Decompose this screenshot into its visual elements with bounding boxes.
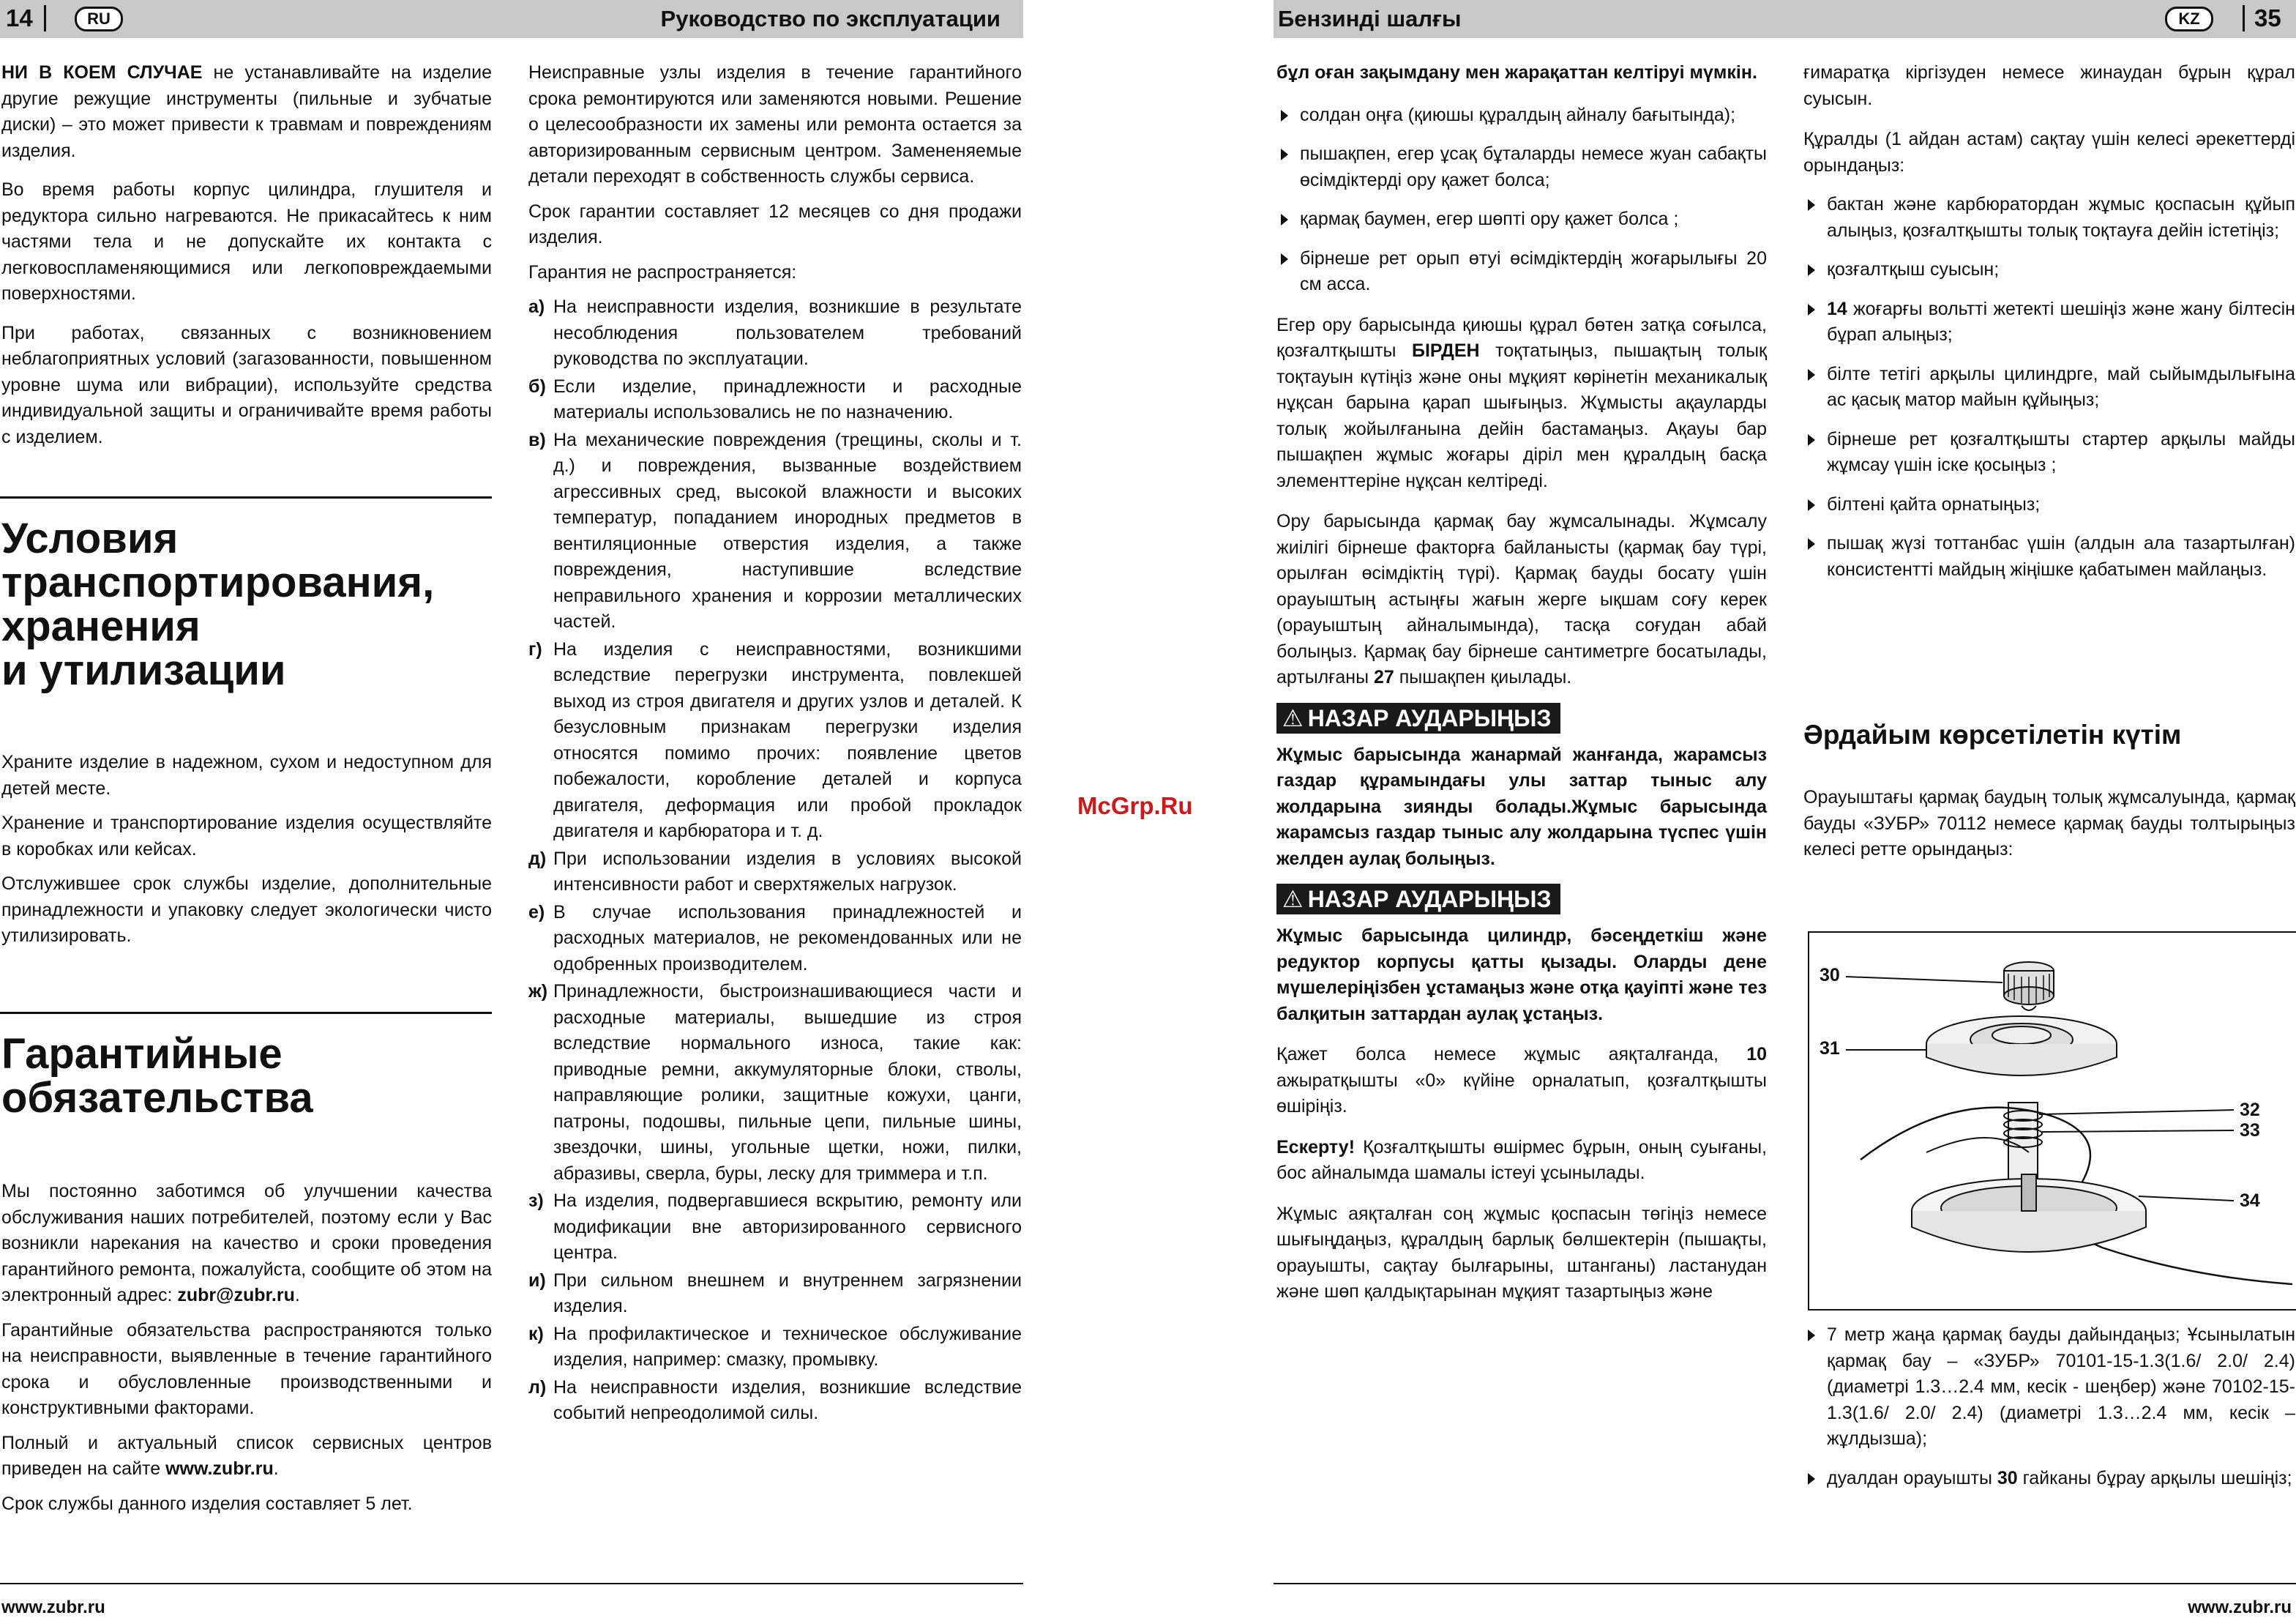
mowing-list-item: бірнеше рет орып өтуі өсімдіктердің жоғарылығы 20 см асса. — [1276, 246, 1767, 298]
repair-paragraph: Неисправные узлы изделия в течение гарантийного срока ремонтируются или заменяются новыми. Решение о целесообразности их замены или ремонта остается за авторизированным сервисным центром. Замененяемые детали переходят в собственность службы сервиса. — [528, 62, 1022, 187]
obstacle-paragraph: Егер ору барысында қиюшы құрал бөтен затқа соғылса, қозғалтқышты БІРДЕН тоқтатыңыз, пышақтың толық тоқтауын күтіңіз және оны мұқият көрінетін механикалық нұқсан барына қарап шығыңыз. Жұмысты ақауларды толық жойылғанына дейін бастамаңыз. Ақауы бар пышақпен жұмыс жоғары діріл мен құралдың басқа элементтеріне нұқсан келтіреді. — [1276, 314, 1767, 491]
storage-intro: Құралды (1 айдан астам) сақтау үшін келесі әрекеттерді орындаңыз: — [1803, 129, 2295, 176]
warning-icon: ⚠ — [1282, 886, 1304, 912]
cleaning-paragraph: Жұмыс аяқталған соң жұмыс қоспасын төгіңіз немесе шығыңдаңыз, құралдың барлық бөлшектерін (пышақты, орауышты, сақтау былғарыны, штанганы) ластанудан және шөп қалдықтарынан мұқият тазартыңыз және — [1276, 1203, 1767, 1302]
storage-list-item: білтені қайта орнатыңыз; — [1803, 492, 2295, 518]
exclusion-item: в) На механические повреждения (трещины, сколы и т. д.) и повреждения, вызванные воздействием агрессивных сред, высокой влажности и высоких температур, попаданием инородных предметов в вентиляционные отверстия изделия, а также повреждения, наступившие вследствие неправильного хранения и коррозии металлических частей. — [528, 429, 1022, 632]
email-link[interactable]: zubr@zubr.ru — [177, 1285, 295, 1305]
left-page-number: 14 — [6, 4, 33, 31]
warranty-term-paragraph: Срок гарантии составляет 12 месяцев со дня продажи изделия. — [528, 201, 1022, 247]
mowing-list-item: қармақ баумен, егер шөпті ору қажет болса ; — [1276, 206, 1767, 233]
watermark: McGrp.Ru — [1077, 792, 1193, 819]
section-divider — [0, 496, 492, 499]
protection-paragraph: При работах, связанных с возникновением неблагоприятных условий (загазованности, повышенном уровне шума или вибрации), используйте средства индивидуальной защиты и ограничивайте время работы с изделием. — [1, 322, 492, 447]
exclusion-item: и) При сильном внешнем и внутреннем загрязнении изделия. — [528, 1270, 1022, 1316]
storage-list-item: 14 жоғарғы вольтті жетекті шешіңіз және жану білтесін бұрап алыңыз; — [1803, 297, 2295, 348]
left-column-2 — [528, 60, 1022, 1433]
mowing-list-item: солдан оңға (қиюшы құралдың айналу бағытында); — [1276, 102, 1767, 129]
figure-label-30: 30 — [1820, 965, 1840, 985]
refill-steps — [1803, 1322, 2295, 1505]
note-paragraph: Ескерту! Қозғалтқышты өшірмес бұрын, оның суығаны, бос айналымда шамалы істеуі ұсынылады. — [1276, 1136, 1767, 1183]
right-column-1 — [1276, 60, 1767, 1314]
right-lang-badge: KZ — [2165, 7, 2213, 31]
left-column-1 — [1, 60, 492, 459]
exclusion-item: з) На изделия, подвергавшиеся вскрытию, ремонту или модификации вне авторизированного сервисного центра. — [528, 1190, 1022, 1263]
maintenance-intro: Орауыштағы қармақ баудың толық жұмсалуында, қармақ бауды «ЗУБР» 70112 немесе қармақ бауды толтырыңыз келесі ретте орындаңыз: — [1803, 787, 2295, 860]
refill-list-item: дуалдан орауышты 30 гайканы бұрау арқылы шешіңіз; — [1803, 1466, 2295, 1492]
transport-text — [1, 750, 492, 958]
left-footer-rule — [0, 1583, 1023, 1584]
storage-list-item: бактан және карбюратордан жұмыс қоспасын құйып алыңыз, қозғалтқышты толық тоқтауға дейін істетіңіз; — [1803, 192, 2295, 244]
warning-icon: ⚠ — [1282, 704, 1304, 731]
right-footer-rule — [1274, 1583, 2296, 1584]
right-column-2 — [1803, 60, 2295, 596]
mowing-list-item: пышақпен, егер ұсақ бұталарды немесе жуан сабақты өсімдіктерді ору қажет болса; — [1276, 141, 1767, 193]
mowing-list — [1276, 102, 1767, 298]
left-header-divider — [44, 5, 46, 31]
heat-paragraph: Во время работы корпус цилиндра, глушителя и редуктора сильно нагреваются. Не прикасайтесь к ним частями тела и не допускайте их контакта с легковоспламеняющимися или легкоповреждаемыми поверхностями. — [1, 179, 492, 304]
figure-label-31: 31 — [1820, 1038, 1840, 1059]
storage-list-item: қозғалтқыш суысын; — [1803, 257, 2295, 283]
storage-list — [1803, 192, 2295, 583]
site-link[interactable]: www.zubr.ru — [165, 1458, 274, 1479]
warning-text-1: Жұмыс барысында жанармай жанғанда, жарамсыз газдар құрамындағы улы заттар тыныс алу жолдарына зиянды болады.Жұмыс барысында жарамсыз газдар тыныс алу жолдарына түспес үшін желден аулақ болыңыз. — [1276, 744, 1767, 869]
exclusions-intro: Гарантия не распространяется: — [528, 261, 797, 283]
maintenance-heading: Әрдайым көрсетілетін күтім — [1803, 720, 2182, 750]
exclusion-item: г) На изделия с неисправностями, возникшими вследствие перегрузки инструмента, повлекшей выход из строя двигателя и других узлов и деталей. К безусловным признакам перегрузки изделия относятся помимо прочих: появление цветов побежалости, коробление деталей и корпуса двигателя, деформация или пробой прокладок двигателя и карбюратора и т. д. — [528, 638, 1022, 841]
warranty-heading: Гарантийные обязательства — [1, 1030, 313, 1122]
warranty-scope-paragraph: Гарантийные обязательства распространяются только на неисправности, выявленные в течение гарантийного срока и обусловленные производственными и конструктивными факторами. — [1, 1319, 492, 1418]
cooldown-paragraph: ғимаратқа кіргізуден немесе жинаудан бұрын құрал суысын. — [1803, 62, 2295, 109]
section-divider — [0, 1012, 492, 1014]
contact-paragraph: Мы постоянно заботимся об улучшении качества обслуживания наших потребителей, поэтому если у Вас возникли нарекания на качество и сроки проведения гарантийного ремонта, пожалуйста, сообщите об этом на электронный адрес: zubr@zubr.ru. — [1, 1181, 492, 1305]
service-list-paragraph: Полный и актуальный список сервисных центров приведен на сайте www.zubr.ru. — [1, 1432, 492, 1479]
figure-label-34: 34 — [2240, 1190, 2260, 1211]
figure-label-33: 33 — [2240, 1120, 2260, 1141]
right-footer-url[interactable]: www.zubr.ru — [2188, 1598, 2292, 1617]
exclusions-list — [528, 294, 1022, 1427]
disposal-paragraph: Отслужившее срок службы изделие, дополнительные принадлежности и упаковку следует экологически чисто утилизировать. — [1, 873, 492, 946]
warning-label-2: ⚠ НАЗАР АУДАРЫҢЫЗ — [1276, 884, 1560, 914]
line-paragraph: Ору барысында қармақ бау жұмсалынады. Жұмсалу жиілігі бірнеше факторға байланысты (қармақ бау түрі, орылған өсімдіктің түрі). Қармақ бауды босату үшін орауыштың астыңғы жағын жерге ықшам соғу керек (орауыштың айналымында), тасқа соғудан абай болыңыз. Қармақ бау бірнеше сантиметрге босатылады, артылғаны 27 пышақпен қиылады. — [1276, 511, 1767, 687]
service-life-paragraph: Срок службы данного изделия составляет 5 лет. — [1, 1493, 413, 1514]
storage-list-item: пышақ жүзі тоттанбас үшін (алдын ала тазартылған) консистентті майдың жіңішке қабатымен майлаңыз. — [1803, 531, 2295, 583]
right-header-title: Бензинді шалғы — [1278, 6, 1462, 31]
figure-label-32: 32 — [2240, 1100, 2260, 1120]
exclusion-item: к) На профилактическое и техническое обслуживание изделия, например: смазку, промывку. — [528, 1323, 1022, 1370]
exclusion-item: а) На неисправности изделия, возникшие в результате несоблюдения пользователем требований руководства по эксплуатации. — [528, 297, 1022, 369]
transport-paragraph: Хранение и транспортирование изделия осуществляйте в коробках или кейсах. — [1, 813, 492, 860]
exclusion-item: ж) Принадлежности, быстроизнашивающиеся части и расходные материалы, вышедшие из строя вследствие нормального износа, такие как: приводные ремни, аккумуляторные блоки, стволы, направляющие ролики, защитные кожухи, цанги, патроны, подошвы, пильные цепи, пильные шины, звездочки, шины, угольные щетки, ножи, пилки, абразивы, сверла, буры, леску для триммера и т.п. — [528, 981, 1022, 1184]
storage-list-item: бірнеше рет қозғалтқышты стартер арқылы майды жұмсау үшін іске қосыңыз ; — [1803, 427, 2295, 479]
maintenance-section — [1803, 719, 2295, 872]
trimmer-head-figure — [1808, 931, 2296, 1311]
shutdown-paragraph: Қажет болса немесе жұмыс аяқталғанда, 10 ажыратқышты «0» күйіне орналатып, қозғалтқышты өшіріңіз. — [1276, 1044, 1767, 1116]
left-footer-url[interactable]: www.zubr.ru — [1, 1598, 105, 1617]
warning-paragraph: НИ В КОЕМ СЛУЧАЕ не устанавливайте на изделие другие режущие инструменты (пильные и зубчатые диски) – это может привести к травмам и повреждениям изделия. — [1, 62, 492, 161]
storage-paragraph: Храните изделие в надежном, сухом и недоступном для детей месте. — [1, 752, 492, 799]
refill-list-item: 7 метр жаңа қармақ бауды дайындаңыз; Ұсынылатын қармақ бау – «ЗУБР» 70101-15-1.3(1.6/ 2.0/ 2.4) (диаметрі 1.3…2.4 мм, кесік - шеңбер) және 70102-15-1.3(1.6/ 2.0/ 2.4) (диаметрі 1.3…2.4 мм, кесік – жұлдызша); — [1803, 1322, 2295, 1453]
left-header-title: Руководство по эксплуатации — [660, 6, 1001, 31]
warning-label-1: ⚠ НАЗАР АУДАРЫҢЫЗ — [1276, 703, 1560, 734]
refill-list — [1803, 1322, 2295, 1491]
exclusion-item: б) Если изделие, принадлежности и расходные материалы использовались не по назначению. — [528, 376, 1022, 422]
exclusion-item: е) В случае использования принадлежностей и расходных материалов, не рекомендованных или не одобренных производителем. — [528, 901, 1022, 974]
warning-text-2: Жұмыс барысында цилиндр, бәсеңдеткіш және редуктор корпусы қатты қызады. Оларды дене мүшелеріңізбен ұстамаңыз және отқа қауіпті және тез балқитын заттардан аулақ ұстаңыз. — [1276, 925, 1767, 1024]
right-page-number: 35 — [2254, 4, 2281, 31]
storage-list-item: білте тетігі арқылы цилиндрге, май сыйымдылығына ас қасық матор майын құйыңыз; — [1803, 362, 2295, 414]
exclusion-item: д) При использовании изделия в условиях высокой интенсивности работ и сверхтяжелых нагрузок. — [528, 848, 1022, 895]
transport-heading: Условия транспортирования, хранения и утилизации — [1, 515, 435, 694]
trimmer-head-diagram — [1809, 933, 2296, 1309]
intro-bold: бұл оған зақымдану мен жарақаттан келтіруі мүмкін. — [1276, 62, 1757, 83]
left-lang-badge: RU — [75, 7, 123, 31]
exclusion-item: л) На неисправности изделия, возникшие вследствие событий непреодолимой силы. — [528, 1376, 1022, 1423]
warranty-text — [1, 1179, 492, 1526]
right-header-divider — [2243, 5, 2245, 31]
